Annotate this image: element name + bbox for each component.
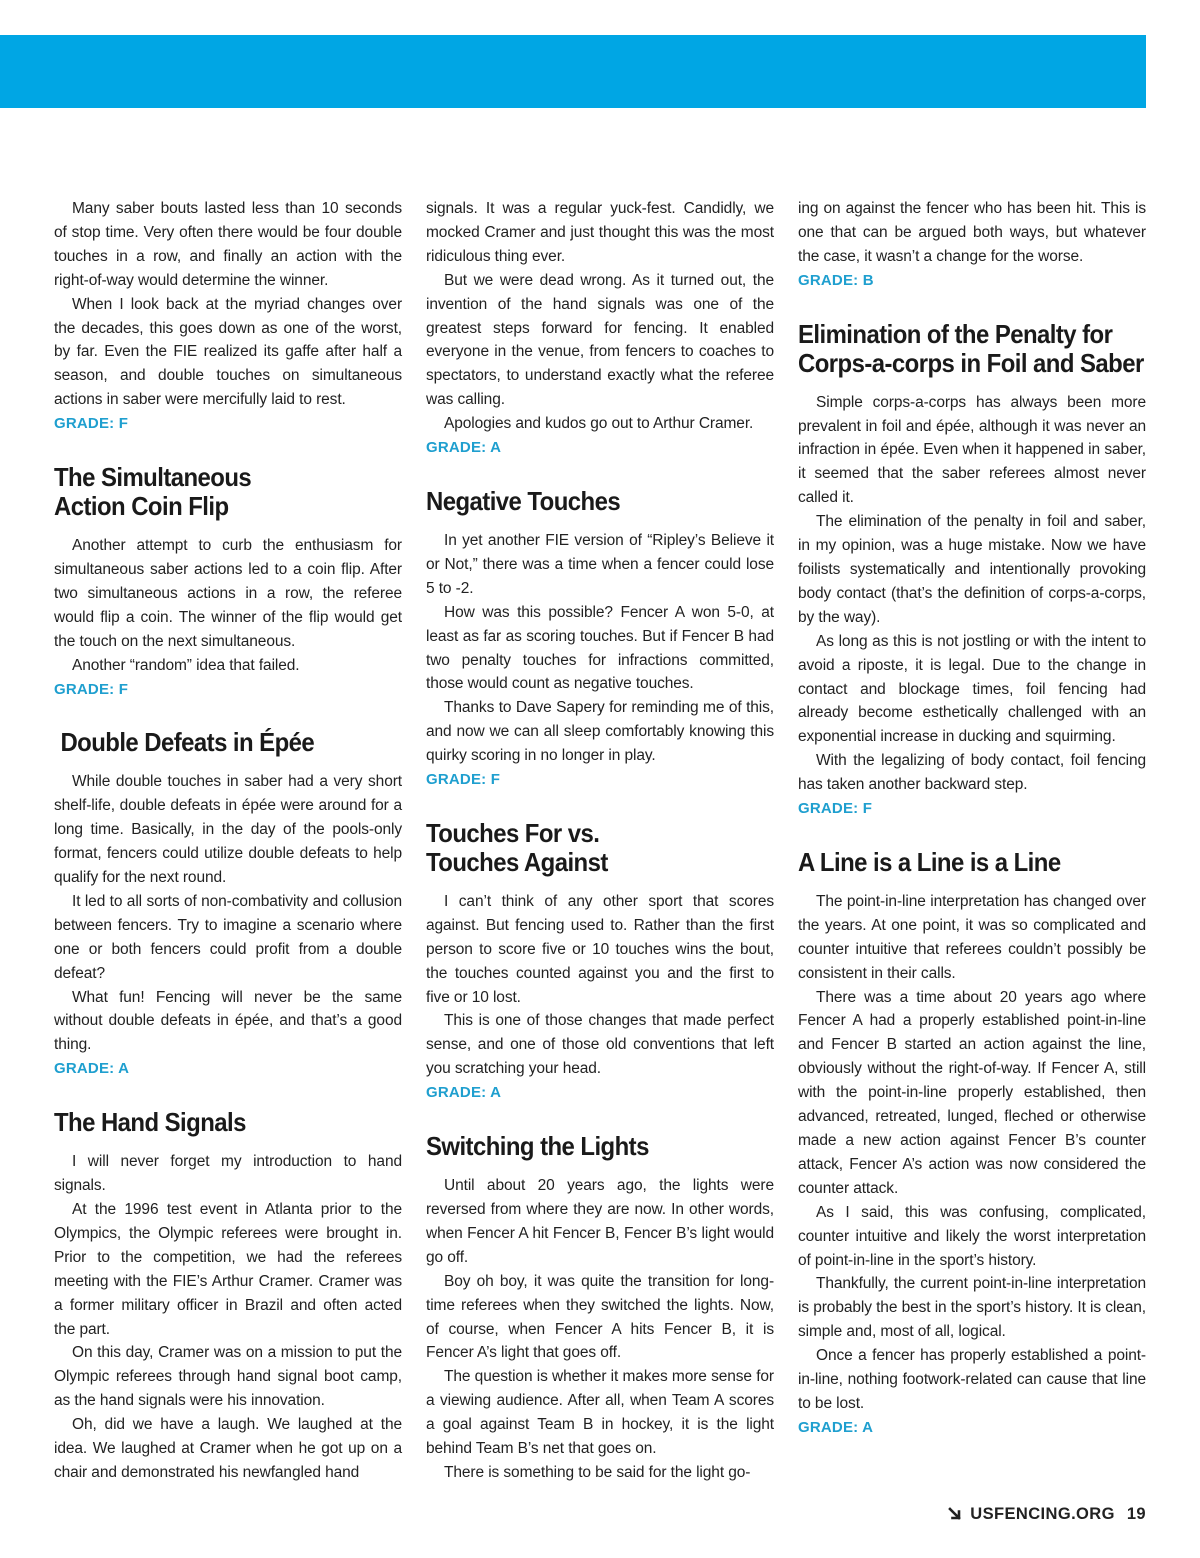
grade-label: GRADE: A (798, 1418, 874, 1436)
heading-line: Action Coin Flip (54, 491, 229, 522)
body-paragraph: Until about 20 years ago, the lights were reversed from where they are now. In other words, when Fencer A hit Fencer B, Fencer B’s light would go off. (426, 1177, 774, 1266)
section-heading-negative-touches: Negative Touches (426, 485, 621, 516)
column-middle (426, 197, 774, 1485)
body-paragraph: Simple corps-a-corps has always been more prevalent in foil and épée, although it was never an infraction in épée. Even when it happened in saber, it seemed that the saber referees almost never called it. (798, 393, 1146, 507)
heading-line: Elimination of the Penalty for (798, 318, 1113, 349)
body-paragraph: This is one of those changes that made perfect sense, and one of those old conventions that left you scratching your head. (426, 1012, 774, 1078)
body-paragraph: There was a time about 20 years ago where Fencer A had a properly established point-in-line and Fencer B started an action against the line, obviously without the right-of-way. If Fencer A, still with the point-in-line properly established, then advanced, retreated, lunged, fleched or otherwise made a new action against Fencer B’s counter attack, Fencer A’s action was now considered the counter attack. (798, 988, 1146, 1197)
heading-line: The Simultaneous (54, 462, 252, 493)
body-paragraph: What fun! Fencing will never be the same without double defeats in épée, and that’s a good thing. (54, 988, 402, 1054)
heading-line: Touches Against (426, 846, 608, 877)
header-color-band (0, 35, 1146, 108)
grade-label: GRADE: B (798, 271, 874, 289)
body-paragraph: But we were dead wrong. As it turned out, the invention of the hand signals was one of the greatest steps forward for fencing. It enabled everyone in the venue, from fencers to coaches to spectators, to understand exactly what the referee was calling. (426, 271, 774, 409)
body-paragraph: On this day, Cramer was on a mission to put the Olympic referees through hand signal boot camp, as the hand signals were his innovation. (54, 1344, 402, 1410)
body-paragraph: I will never forget my introduction to hand signals. (54, 1153, 402, 1195)
heading-line: Touches For vs. (426, 817, 600, 848)
footer-site-link[interactable]: USFENCING.ORG (970, 1504, 1115, 1523)
section-heading-corps-a-corps (798, 318, 1144, 378)
section-heading-coin-flip (54, 463, 374, 521)
column-right (798, 197, 1146, 1440)
grade-label: GRADE: F (426, 771, 501, 789)
body-paragraph: There is something to be said for the light go- (444, 1463, 751, 1481)
body-paragraph: I can’t think of any other sport that scores against. But fencing used to. Rather than the first person to score five or 10 touches wins the bout, the touches counted against you and the first to five or 10 lost. (426, 892, 774, 1006)
section-heading-hand-signals: The Hand Signals (54, 1107, 246, 1138)
body-paragraph: At the 1996 test event in Atlanta prior to the Olympics, the Olympic referees were brought in. Prior to the competition, we had the referees meeting with the FIE’s Arthur Cramer. Cramer was a former military officer in Brazil and often acted the part. (54, 1201, 402, 1338)
body-paragraph: Oh, did we have a laugh. We laughed at the idea. We laughed at Cramer when he got up on a chair and demonstrated his newfangled hand (54, 1416, 402, 1481)
body-paragraph: ing on against the fencer who has been hit. This is one that can be argued both ways, but whatever the case, it wasn’t a change for the worse. (798, 200, 1146, 265)
section-heading-double-defeats: Double Defeats in Épée (60, 727, 315, 758)
arrow-down-right-icon (948, 1507, 962, 1521)
body-paragraph: The question is whether it makes more sense for a viewing audience. After all, when Team A scores a goal against Team B in hockey, it is the light behind Team B’s net that goes on. (426, 1368, 774, 1458)
body-paragraph: Thankfully, the current point-in-line interpretation is probably the best in the sport’s history. It is clean, simple and, most of all, logical. (798, 1275, 1146, 1341)
body-paragraph: With the legalizing of body contact, foil fencing has taken another backward step. (798, 752, 1146, 794)
section-heading-switching-lights: Switching the Lights (426, 1131, 649, 1162)
body-paragraph: The point-in-line interpretation has changed over the years. At one point, it was so complicated and counter intuitive that referees couldn’t possibly be consistent in their calls. (798, 892, 1146, 982)
grade-label: GRADE: F (798, 800, 873, 818)
body-paragraph: How was this possible? Fencer A won 5-0, at least as far as scoring touches. But if Fencer B had two penalty touches for infractions committed, those would count as negative touches. (426, 603, 774, 693)
section-heading-line-is-a-line: A Line is a Line is a Line (798, 846, 1061, 877)
body-paragraph: While double touches in saber had a very short shelf-life, double defeats in épée were around for a long time. Basically, in the day of the pools-only format, fencers could utilize double defeats to help qualify for the next round. (54, 773, 402, 887)
body-paragraph: Once a fencer has properly established a point-in-line, nothing footwork-related can cause that line to be lost. (798, 1347, 1146, 1412)
page-number: 19 (1126, 1504, 1146, 1523)
grade-label: GRADE: A (54, 1060, 130, 1078)
body-paragraph: Thanks to Dave Sapery for reminding me of this, and now we can all sleep comfortably knowing this quirky scoring in no longer in play. (426, 699, 774, 765)
grade-label: GRADE: A (426, 439, 502, 457)
column-left (54, 197, 402, 1485)
body-paragraph: Apologies and kudos go out to Arthur Cramer. (444, 415, 754, 433)
body-paragraph: In yet another FIE version of “Ripley’s Believe it or Not,” there was a time when a fencer could lose 5 to -2. (426, 531, 774, 597)
body-paragraph: It led to all sorts of non-combativity and collusion between fencers. Try to imagine a scenario where one or both fencers could profit from a double defeat? (54, 892, 402, 982)
page-footer (948, 1502, 1146, 1526)
body-paragraph: The elimination of the penalty in foil and saber, in my opinion, was a huge mistake. Now we have foilists systematically and intentionally provoking body contact (that’s the definition of corps-a-corps, by the way). (798, 513, 1146, 626)
grade-label: GRADE: F (54, 415, 129, 433)
body-paragraph: As long as this is not jostling or with the intent to avoid a riposte, it is legal. Due to the change in contact and blockage times, foil fencing had already become esthetically challenged with an exponential increase in ducking and squirming. (798, 632, 1146, 746)
section-heading-touches-for-against (426, 819, 746, 877)
grade-label: GRADE: F (54, 680, 129, 698)
body-paragraph: Another attempt to curb the enthusiasm for simultaneous saber actions led to a coin flip. After two simultaneous actions in a row, the referee would flip a coin. The winner of the flip would get the touch on the next simultaneous. (54, 537, 402, 650)
body-paragraph: As I said, this was confusing, complicated, counter intuitive and likely the worst interpretation of point-in-line in the sport’s history. (798, 1203, 1146, 1269)
body-paragraph: Boy oh boy, it was quite the transition for long-time referees when they switched the lights. Now, of course, when Fencer A hits Fencer B, it is Fencer A’s light that goes off. (426, 1272, 774, 1362)
body-paragraph: When I look back at the myriad changes over the decades, this goes down as one of the worst, by far. Even the FIE realized its gaffe after half a season, and double touches on simultaneous actions in saber were mercifully laid to rest. (54, 295, 402, 409)
grade-label: GRADE: A (426, 1084, 502, 1102)
body-paragraph: Many saber bouts lasted less than 10 seconds of stop time. Very often there would be four double touches in a row, and finally an action with the right-of-way would determine the winner. (54, 200, 402, 289)
body-paragraph: signals. It was a regular yuck-fest. Candidly, we mocked Cramer and just thought this was the most ridiculous thing ever. (426, 200, 774, 265)
body-paragraph: Another “random” idea that failed. (72, 656, 300, 674)
heading-line: Corps-a-corps in Foil and Saber (798, 347, 1144, 378)
